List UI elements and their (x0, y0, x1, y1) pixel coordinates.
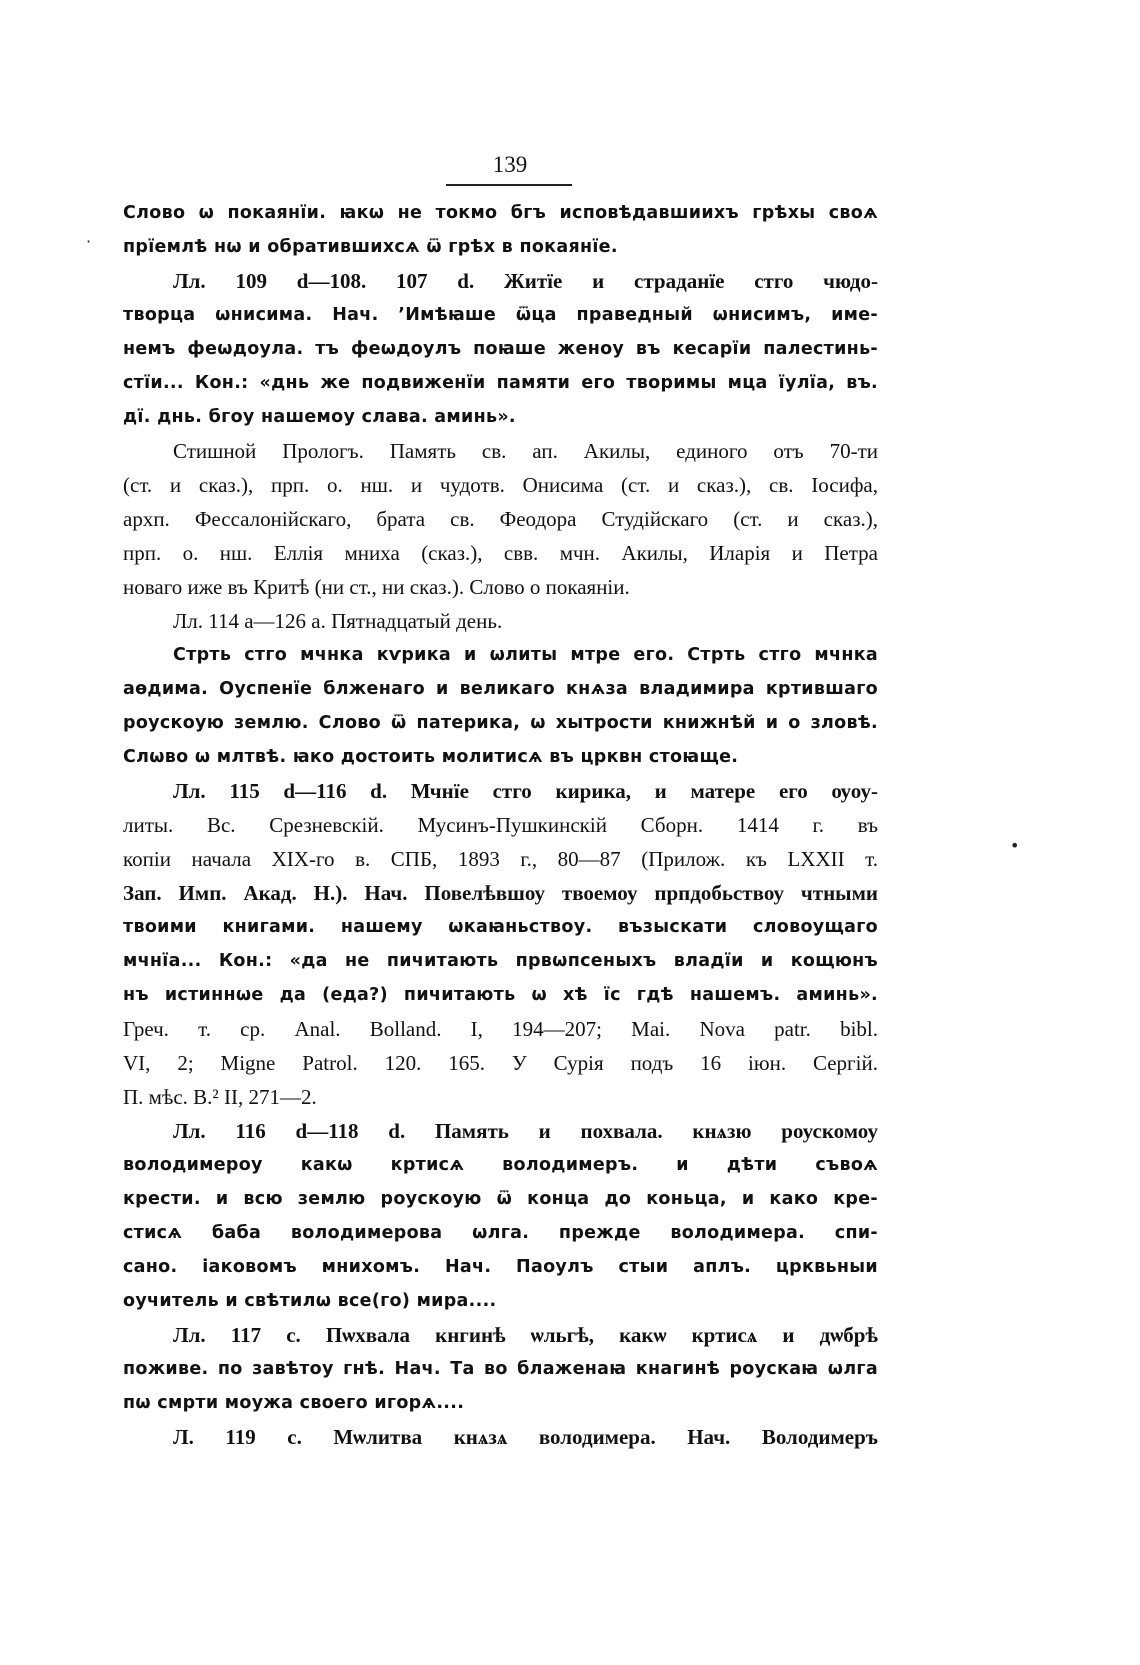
text-line: творца ѡнисима. Нач. ʼИмѣꙗше ѿца праведный ѡнисимъ, име- (123, 305, 878, 325)
text-line: сано. іаковомъ мнихомъ. Нач. Паоулъ стыи аплъ. црквьныи (123, 1257, 878, 1277)
text-line: стисѧ баба володимерова ѡлга. прежде володимера. спи- (123, 1223, 878, 1243)
margin-mark-left: · (86, 232, 92, 251)
text-line: крести. и всю землю роускоую ѿ конца до коньца, и како кре- (123, 1189, 878, 1209)
text-line: оучитель и свѣтилѡ все(го) мира.... (123, 1291, 497, 1311)
text-line: прїемлѣ нѡ и обратившихсѧ ѿ грѣх в покаянїе. (123, 237, 618, 257)
text-line: Л. 119 с. Мѡлитва кнѧзѧ володимера. Нач. Володимеръ (173, 1425, 878, 1449)
text-line: Стрть стго мчнка кѵрика и ѡлиты мтре его. Стрть стго мчнка (173, 645, 878, 665)
text-line: VI, 2; Migne Patrol. 120. 165. У Сурія подъ 16 іюн. Сергій. (123, 1051, 878, 1075)
text-line: нъ истиннѡе да (еда?) пичитають ѡ хѣ їс гдѣ нашемъ. аминь». (123, 985, 878, 1005)
text-line: аѳдима. Оуспенїе блженаго и великаго кнѧза владимира кртившаго (123, 679, 878, 699)
body-text (123, 196, 878, 1454)
text-line: роускоую землю. Слово ѿ патерика, ѡ хытрости книжнѣй и о зловѣ. (123, 713, 878, 733)
page-number-rule (446, 184, 572, 186)
text-line: поживе. по завѣтоу гнѣ. Нач. Та во блаженаꙗ кнагинѣ роускаꙗ ѡлга (123, 1359, 878, 1379)
text-line: Лл. 114 а—126 а. Пятнадцатый день. (173, 609, 503, 633)
text-line: Лл. 117 с. Пѡхвала кнгинѣ ѡльгѣ, какѡ кртисѧ и дѡбрѣ (173, 1323, 878, 1347)
margin-mark-right: • (1010, 836, 1020, 855)
text-line: дї. днь. бгоу нашемоу слава. аминь». (123, 407, 516, 427)
text-line: (ст. и сказ.), прп. о. нш. и чудотв. Онисима (ст. и сказ.), св. Іосифа, (123, 473, 878, 497)
text-line: Стишной Прологъ. Память св. ап. Акилы, единого отъ 70-ти (173, 439, 878, 463)
text-line: копіи начала XIX-го в. СПБ, 1893 г., 80—87 (Прилож. къ LXXII т. (123, 847, 878, 871)
text-line: твоими книгами. нашему ѡкаꙗньствоу. възыскати словоущаго (123, 917, 878, 937)
text-line: литы. Вс. Срезневскій. Мусинъ-Пушкинскій Сборн. 1414 г. въ (123, 813, 878, 837)
page-number: 139 (492, 152, 528, 177)
text-line: стїи... Кон.: «днь же подвиженїи памяти его творимы мца їулїа, въ. (123, 373, 878, 393)
text-line: Лл. 109 d—108. 107 d. Житїе и страданїе стго чюдо- (173, 269, 878, 293)
text-line: володимероу какѡ кртисѧ володимеръ. и дѣти съвоѧ (123, 1155, 878, 1175)
text-line: Лл. 116 d—118 d. Память и похвала. кнѧзю роускомоу (173, 1119, 878, 1143)
text-line: новаго иже въ Критѣ (ни ст., ни сказ.). Слово о покаяніи. (123, 575, 630, 599)
text-line: Греч. т. ср. Anal. Bolland. I, 194—207; Mai. Nova patr. bibl. (123, 1017, 878, 1041)
text-line: мчнїа... Кон.: «да не пичитають првѡпсеныхъ владїи и кощюнъ (123, 951, 878, 971)
text-line: Зап. Имп. Акад. Н.). Нач. Повелѣвшоу твоемоу прпдобьствоу чтными (123, 881, 878, 905)
text-line: немъ феѡдоула. тъ феѡдоулъ поꙗше женоу въ кесарїи палестинь- (123, 339, 878, 359)
text-line: архп. Фессалонійскаго, брата св. Феодора Студійскаго (ст. и сказ.), (123, 507, 878, 531)
text-line: прп. о. нш. Еллія мниха (сказ.), свв. мчн. Акилы, Иларія и Петра (123, 541, 878, 565)
text-line: Слѡво ѡ млтвѣ. ꙗко достоить молитисѧ въ црквн стоꙗще. (123, 747, 739, 767)
text-line: пѡ смрти моужа своего игорѧ.... (123, 1393, 465, 1413)
text-line: Лл. 115 d—116 d. Мчнїе стго кирика, и матере его ѹоу- (173, 779, 878, 803)
text-line: Слово ѡ покаянїи. ꙗкѡ не токмо бгъ исповѣдавшиихъ грѣхы своѧ (123, 203, 878, 223)
text-line: П. мѣс. В.² II, 271—2. (123, 1085, 317, 1109)
